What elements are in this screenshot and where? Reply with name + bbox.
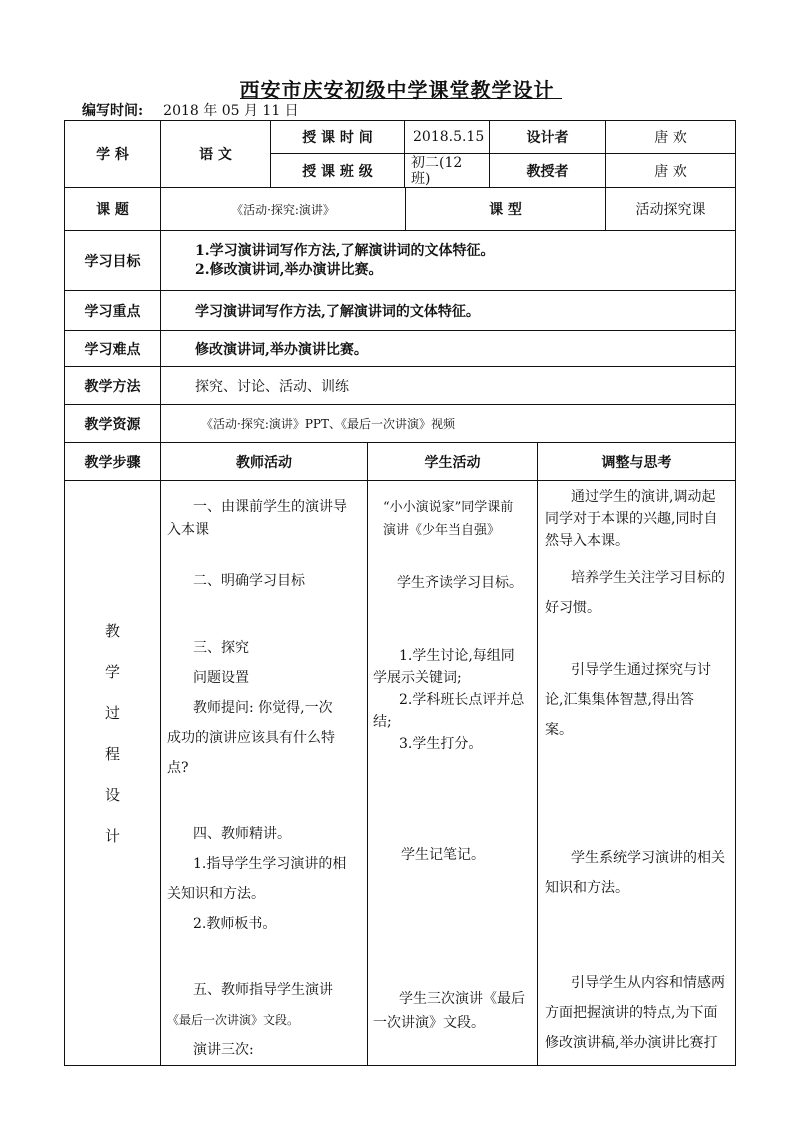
student-activity-3-line1: 1.学生讨论,每组同 [399, 648, 515, 664]
title-underline [240, 98, 562, 99]
col-header-teacher: 教师活动 [160, 442, 368, 481]
teach-time-value: 2018.5.15 [404, 120, 490, 154]
student-activity-3-line4: 结; [373, 714, 392, 730]
student-activity-3-line2: 学展示关键词; [373, 670, 462, 686]
student-activity-cell [367, 480, 538, 1066]
vertical-char: 程 [104, 745, 120, 763]
lesson-type-label: 课 型 [405, 187, 606, 231]
reflection-4 [545, 843, 725, 903]
reflection-5 [545, 968, 725, 1058]
steps-vertical-text [105, 610, 120, 856]
difficulty-label: 学习难点 [64, 330, 161, 367]
resource-label: 教学资源 [64, 404, 161, 443]
teacher-step-1-line2: 入本课 [167, 522, 209, 538]
lesson-type-value: 活动探究课 [605, 187, 736, 231]
col-header-reflect: 调整与思考 [537, 442, 736, 481]
class-label: 授 课 班 级 [270, 153, 405, 188]
page-title: 西安市庆安初级中学课堂教学设计 [239, 78, 555, 102]
col-header-steps: 教学步骤 [64, 442, 161, 481]
col-header-student: 学生活动 [367, 442, 538, 481]
reflection-3 [545, 655, 711, 745]
teacher-step-4-item1b: 关知识和方法。 [167, 886, 265, 902]
teach-time-label: 授 课 时 间 [270, 120, 405, 154]
teacher-step-2: 二、明确学习目标 [193, 573, 305, 589]
vertical-char: 计 [104, 827, 120, 845]
teacher-step-5-title: 五、教师指导学生演讲 [193, 982, 333, 998]
key-point-value: 学习演讲词写作方法,了解演讲词的文体特征。 [160, 290, 736, 331]
goals-value [160, 230, 736, 291]
teacher-step-4-item2: 2.教师板书。 [193, 916, 277, 932]
goals-label: 学习目标 [64, 230, 161, 291]
reflection-4-line1: 学生系统学习演讲的相关 [571, 850, 725, 866]
student-activity-1-line1: “小小演说家”同学课前 [383, 500, 514, 515]
date-value: 2018 年 05 月 11 日 [163, 103, 299, 119]
vertical-char: 过 [104, 704, 120, 722]
vertical-char: 设 [104, 786, 120, 804]
reflection-1-line1: 通过学生的演讲,调动起 [571, 489, 716, 505]
teacher-step-5-times: 演讲三次: [193, 1042, 254, 1058]
student-activity-5 [373, 987, 525, 1035]
class-value [404, 153, 490, 188]
topic-label: 课 题 [64, 187, 161, 231]
reflection-5-line1: 引导学生从内容和情感两 [571, 975, 725, 991]
reflection-3-line1: 引导学生通过探究与讨 [571, 662, 711, 678]
reflection-5-line3: 修改演讲稿,举办演讲比赛打 [545, 1035, 718, 1051]
teacher-step-4-title: 四、教师精讲。 [193, 826, 291, 842]
teacher-step-3 [167, 633, 335, 783]
reflection-3-line2: 论,汇集集体智慧,得出答 [545, 692, 694, 708]
reflection-4-line2: 知识和方法。 [545, 880, 629, 896]
reflection-1-line3: 然导入本课。 [545, 533, 629, 549]
teacher-step-3-title: 三、探究 [193, 640, 249, 656]
teacher-step-1 [167, 496, 347, 542]
reflection-5-line2: 方面把握演讲的特点,为下面 [545, 1005, 718, 1021]
goal-1: 1.学习演讲词写作方法,了解演讲词的文体特征。 [195, 242, 495, 259]
designer-value: 唐 欢 [605, 120, 736, 154]
reflection-2 [545, 563, 725, 623]
subject-value: 语 文 [160, 120, 271, 188]
reflection-2-line2: 好习惯。 [545, 600, 601, 616]
teacher-label: 教授者 [489, 153, 606, 188]
teacher-step-1-line1: 一、由课前学生的演讲导 [193, 499, 347, 515]
teacher-step-4-item1a: 1.指导学生学习演讲的相 [193, 856, 347, 872]
class-value-line2: 班) [411, 170, 431, 187]
student-activity-1 [383, 496, 513, 542]
subject-label: 学 科 [64, 120, 161, 188]
teacher-question-line1: 教师提问: 你觉得,一次 [193, 700, 333, 716]
student-activity-5-line1: 学生三次演讲《最后 [399, 991, 525, 1007]
topic-value: 《活动·探究:演讲》 [160, 187, 406, 231]
student-activity-2: 学生齐读学习目标。 [397, 575, 523, 591]
teacher-step-4 [167, 819, 346, 939]
steps-vertical-label [64, 480, 161, 1066]
teacher-question-line3: 点? [167, 760, 189, 776]
teacher-step-3-sub: 问题设置 [193, 670, 249, 686]
designer-label: 设计者 [489, 120, 606, 154]
student-activity-4: 学生记笔记。 [401, 847, 485, 863]
student-activity-1-line2: 演讲《少年当自强》 [383, 523, 501, 538]
vertical-char: 教 [104, 622, 120, 640]
teacher-step-5-text: 《最后一次讲演》文段。 [167, 1013, 300, 1027]
vertical-char: 学 [104, 663, 120, 681]
reflection-2-line1: 培养学生关注学习目标的 [571, 570, 725, 586]
date-label: 编写时间: [82, 103, 144, 119]
class-value-line1: 初二(12 [411, 154, 463, 171]
reflection-3-line3: 案。 [545, 722, 573, 738]
student-activity-5-line2: 一次讲演》文段。 [373, 1015, 485, 1031]
date-line [82, 100, 299, 120]
goal-2: 2.修改演讲词,举办演讲比赛。 [195, 261, 383, 278]
reflection-1-line2: 同学对于本课的兴趣,同时自 [545, 511, 718, 527]
student-activity-3-line5: 3.学生打分。 [399, 736, 483, 752]
difficulty-value: 修改演讲词,举办演讲比赛。 [160, 330, 736, 367]
method-value: 探究、讨论、活动、训练 [160, 366, 736, 405]
resource-value: 《活动·探究:演讲》PPT、《最后一次讲演》视频 [160, 404, 736, 443]
teacher-step-5 [167, 975, 333, 1065]
student-activity-3-line3: 2.学科班长点评并总 [399, 692, 525, 708]
student-activity-3 [373, 645, 524, 755]
reflection-1 [545, 486, 717, 552]
key-point-label: 学习重点 [64, 290, 161, 331]
teacher-value: 唐 欢 [605, 153, 736, 188]
method-label: 教学方法 [64, 366, 161, 405]
teacher-question-line2: 成功的演讲应该具有什么特 [167, 730, 335, 746]
